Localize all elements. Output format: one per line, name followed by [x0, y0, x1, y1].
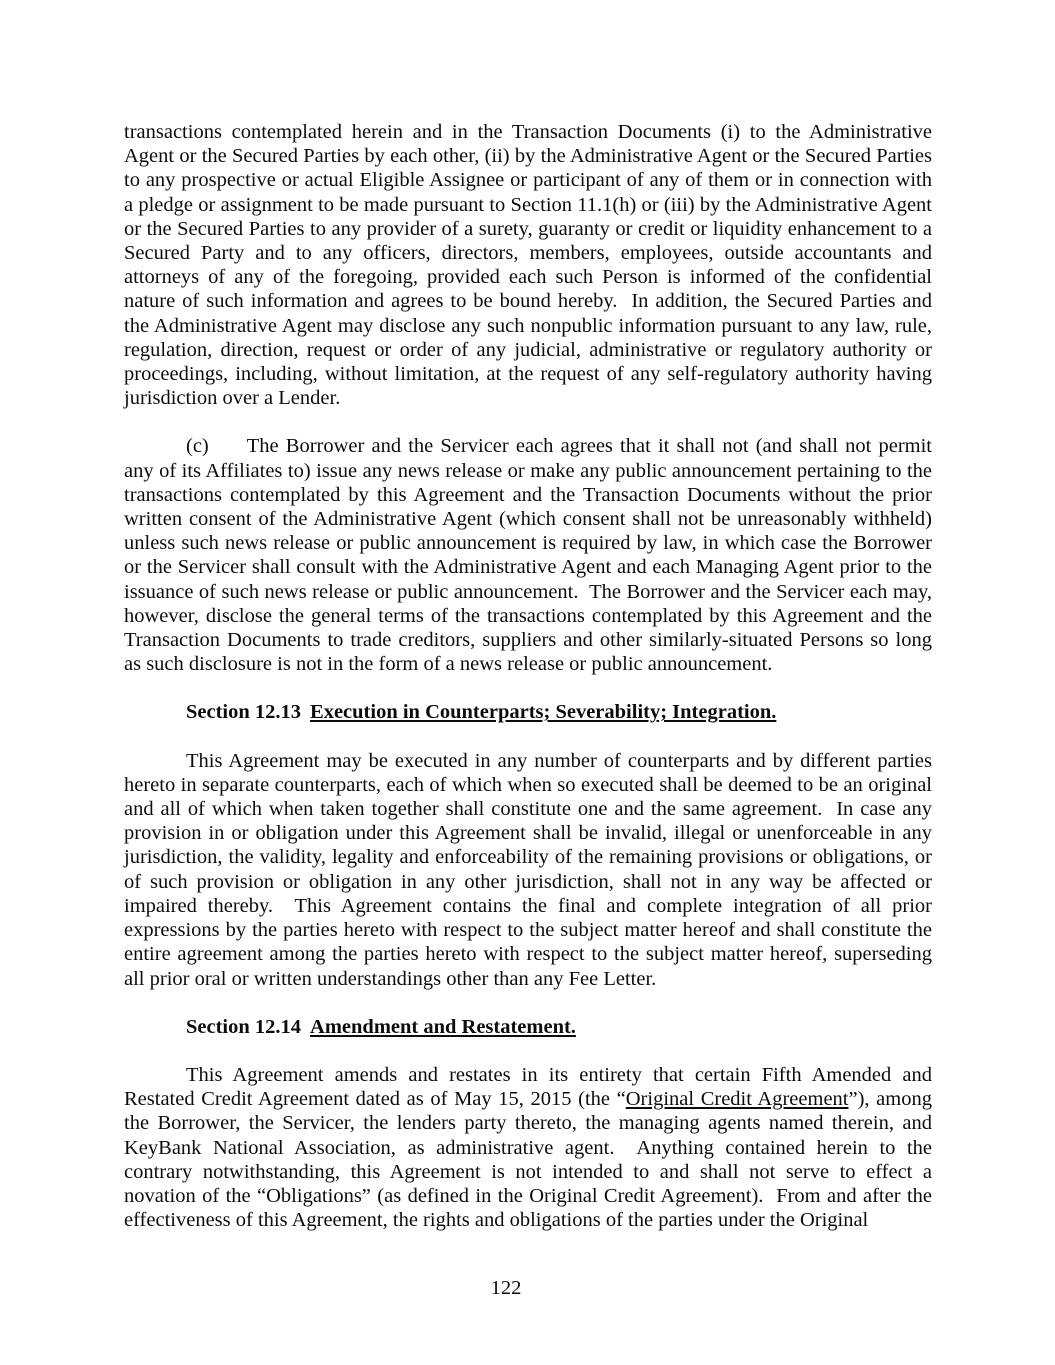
paragraph-confidentiality: [124, 120, 938, 410]
paragraph-execution: [124, 749, 938, 991]
page-number: 122: [490, 1277, 522, 1299]
section-title: Amendment and Restatement.: [310, 1015, 576, 1038]
paragraph-label: (c): [186, 435, 209, 458]
paragraph-text-part1: This Agreement amends and restates in its entirety that certain Fifth Amended and Restated Credit Agreement dated as of May 15, 2015 (the “: [124, 1063, 938, 1111]
paragraph-text-part3: ”), among the Borrower, the Servicer, the lenders party thereto, the managing agents named therein, and KeyBank National Association, as administrative agent. Anything contained herein to the contrary notwithstanding, this Agreement is not intended to and shall not serve to effect a novation of the “Obligations” (as defined in the Original Credit Agreement). From and after the effectiveness of this Agreement, the rights and obligations of the parties under the Original: [124, 1088, 938, 1232]
paragraph-text: transactions contemplated herein and in the Transaction Documents (i) to the Administrative Agent or the Secured Parties by each other, (ii) by the Administrative Agent or the Secured Parties to any prospective or actual Eligible Assignee or participant of any of them or in connection with a pledge or assignment to be made pursuant to Section 11.1(h) or (iii) by the Administrative Agent or the Secured Parties to any provider of a surety, guaranty or credit or liquidity enhancement to a Secured Party and to any officers, directors, members, employees, outside accountants and attorneys of any of the foregoing, provided each such Person is informed of the confidential nature of such information and agrees to be bound hereby. In addition, the Secured Parties and the Administrative Agent may disclose any such nonpublic information pursuant to any law, rule, regulation, direction, request or order of any judicial, administrative or regulatory authority or proceedings, including, without limitation, at the request of any self-regulatory authority having jurisdiction over a Lender.: [124, 121, 938, 410]
paragraph-text: This Agreement may be executed in any number of counterparts and by different parties hereto in separate counterparts, each of which when so executed shall be deemed to be an original and all of which when taken together shall constitute one and the same agreement. In case any provision in or obligation under this Agreement shall be invalid, illegal or unenforceable in any jurisdiction, the validity, legality and enforceability of the remaining provisions or obligations, or of such provision or obligation in any other jurisdiction, shall not in any way be affected or impaired thereby. This Agreement contains the final and complete integration of all prior expressions by the parties hereto with respect to the subject matter hereof and shall constitute the entire agreement among the parties hereto with respect to the subject matter hereof, superseding all prior oral or written understandings other than any Fee Letter.: [124, 749, 938, 990]
section-heading-12-14: [124, 1015, 932, 1039]
paragraph-text: The Borrower and the Servicer each agrees that it shall not (and shall not permit any of its Affiliates to) issue any news release or make any public announcement pertaining to the transactions contemplated by this Agreement and the Transaction Documents without the prior written consent of the Administrative Agent (which consent shall not be unreasonably withheld) unless such news release or public announcement is required by law, in which case the Borrower or the Servicer shall consult with the Administrative Agent and each Managing Agent prior to the issuance of such news release or public announcement. The Borrower and the Servicer each may, however, disclose the general terms of the transactions contemplated by this Agreement and the Transaction Documents to trade creditors, suppliers and other similarly-situated Persons so long as such disclosure is not in the form of a news release or public announcement.: [124, 435, 938, 676]
section-number: Section 12.13: [186, 701, 302, 724]
page-footer: [0, 1276, 1012, 1300]
section-title: Execution in Counterparts; Severability; Integration.: [310, 701, 777, 724]
section-heading-12-13: [124, 700, 932, 724]
section-number: Section 12.14: [186, 1015, 302, 1038]
document-body: [124, 120, 938, 1256]
defined-term-original-credit-agreement: Original Credit Agreement: [625, 1088, 849, 1111]
paragraph-amendment: [124, 1063, 938, 1232]
paragraph-c: [124, 434, 938, 676]
